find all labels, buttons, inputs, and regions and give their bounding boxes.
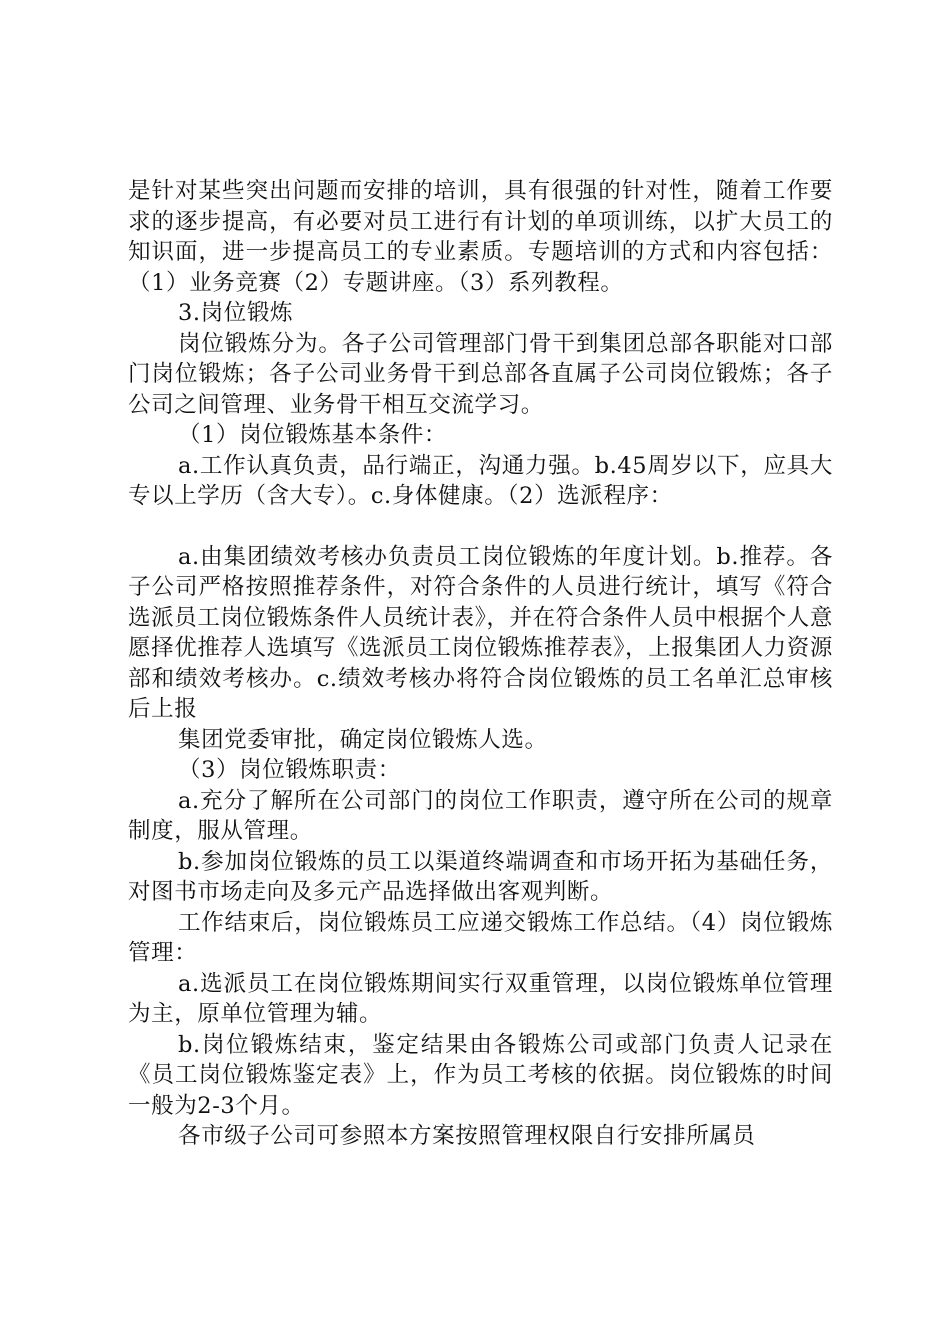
paragraph-special-training: 是针对某些突出问题而安排的培训，具有很强的针对性，随着工作要求的逐步提高，有必要对员工进行有计划的单项训练，以扩大员工的知识面，进一步提高员工的专业素质。专题培训的方式和内容包括：（1）业务竞赛（2）专题讲座。（3）系列教程。 [128, 178, 833, 296]
paragraph-duty-b: b.参加岗位锻炼的员工以渠道终端调查和市场开拓为基础任务，对图书市场走向及多元产品选择做出客观判断。 [128, 848, 833, 905]
paragraph-post-training-types: 岗位锻炼分为。各子公司管理部门骨干到集团总部各职能对口部门岗位锻炼；各子公司业务骨干到总部各直属子公司岗位锻炼；各子公司之间管理、业务骨干相互交流学习。 [128, 330, 833, 418]
paragraph-duty-a: a.充分了解所在公司部门的岗位工作职责，遵守所在公司的规章制度，服从管理。 [128, 787, 833, 844]
paragraph-selection-procedure: a.由集团绩效考核办负责员工岗位锻炼的年度计划。b.推荐。各子公司严格按照推荐条件，对符合条件的人员进行统计，填写《符合选派员工岗位锻炼条件人员统计表》，并在符合条件人员中根据个人意愿择优推荐人选填写《选派员工岗位锻炼推荐表》，上报集团人力资源部和绩效考核办。c.绩效考核办将符合岗位锻炼的员工名单汇总审核后上报 [128, 543, 833, 722]
heading-post-training: 3.岗位锻炼 [178, 300, 294, 326]
subheading-basic-conditions: （1）岗位锻炼基本条件： [178, 422, 448, 448]
paragraph-gap [128, 512, 833, 542]
document-page [128, 176, 833, 1152]
paragraph-city-subsidiaries: 各市级子公司可参照本方案按照管理权限自行安排所属员 [178, 1123, 756, 1149]
paragraph-approval: 集团党委审批，确定岗位锻炼人选。 [178, 726, 548, 753]
paragraph-conditions: a.工作认真负责，品行端正，沟通力强。b.45周岁以下，应具大专以上学历（含大专）。c.身体健康。（2）选派程序： [128, 452, 833, 509]
paragraph-management-b: b.岗位锻炼结束，鉴定结果由各锻炼公司或部门负责人记录在《员工岗位锻炼鉴定表》上，作为员工考核的依据。岗位锻炼的时间一般为2-3个月。 [128, 1031, 833, 1119]
paragraph-summary-management: 工作结束后，岗位锻炼员工应递交锻炼工作总结。（4）岗位锻炼管理： [128, 909, 833, 966]
paragraph-management-a: a.选派员工在岗位锻炼期间实行双重管理，以岗位锻炼单位管理为主，原单位管理为辅。 [128, 970, 833, 1027]
subheading-duties: （3）岗位锻炼职责： [178, 757, 401, 783]
